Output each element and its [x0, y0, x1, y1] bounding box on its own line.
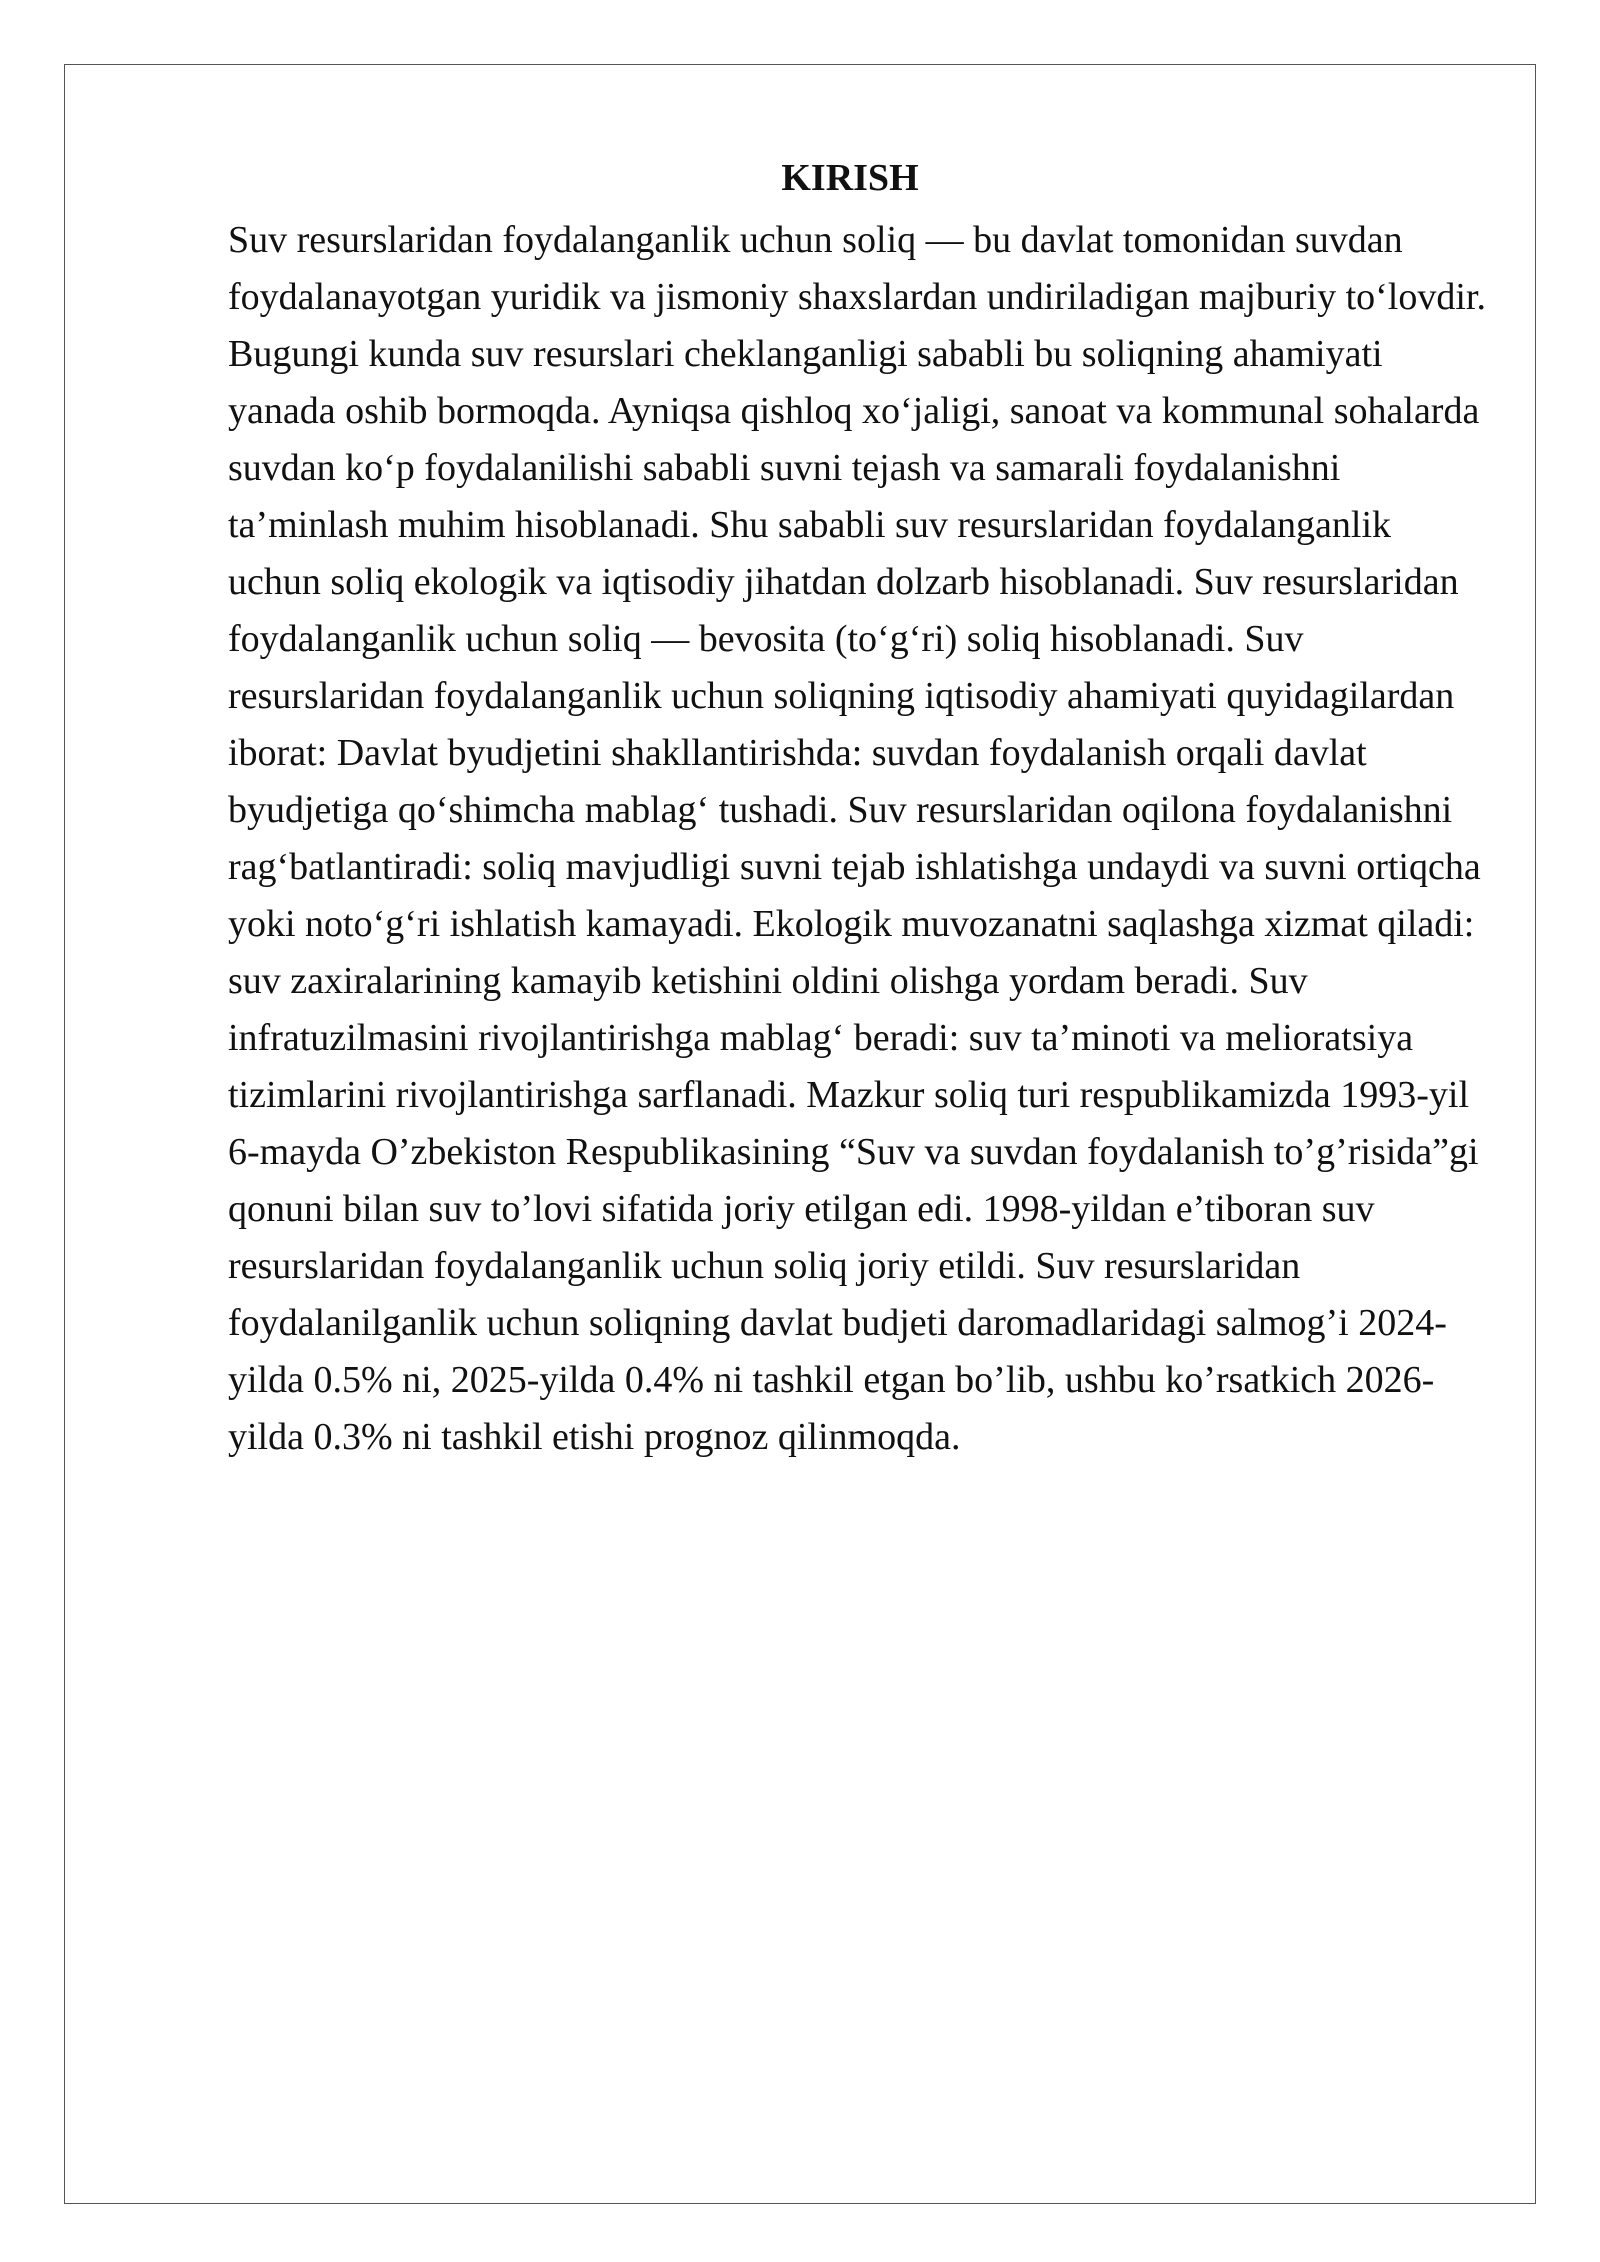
- body-paragraph: Suv resurslaridan foydalanganlik uchun soliq — bu davlat tomonidan suvdan foydalanayotgan yuridik va jismoniy shaxslardan undiriladigan majburiy to‘lovdir. Bugungi kunda suv resurslari cheklanganligi sababli bu soliqning ahamiyati yanada oshib bormoqda. Ayniqsa qishloq xo‘jaligi, sanoat va kommunal sohalarda suvdan ko‘p foydalanilishi sababli suvni tejash va samarali foydalanishni ta’minlash muhim hisoblanadi. Shu sababli suv resurslaridan foydalanganlik uchun soliq ekologik va iqtisodiy jihatdan dolzarb hisoblanadi. Suv resurslaridan foydalanganlik uchun soliq — bevosita (to‘g‘ri) soliq hisoblanadi. Suv resurslaridan foydalanganlik uchun soliqning iqtisodiy ahamiyati quyidagilardan iborat: Davlat byudjetini shakllantirishda: suvdan foydalanish orqali davlat byudjetiga qo‘shimcha mablag‘ tushadi. Suv resurslaridan oqilona foydalanishni rag‘batlantiradi: soliq mavjudligi suvni tejab ishlatishga undaydi va suvni ortiqcha yoki noto‘g‘ri ishlatish kamayadi. Ekologik muvozanatni saqlashga xizmat qiladi: suv zaxiralarining kamayib ketishini oldini olishga yordam beradi. Suv infratuzilmasini rivojlantirishga mablag‘ beradi: suv ta’minoti va melioratsiya tizimlarini rivojlantirishga sarflanadi. Mazkur soliq turi respublikamizda 1993-yil 6-mayda O’zbekiston Respublikasining “Suv va suvdan foydalanish to’g’risida”gi qonuni bilan suv to’lovi sifatida joriy etilgan edi. 1998-yildan e’tiboran suv resurslaridan foydalanganlik uchun soliq joriy etildi. Suv resurslaridan foydalanilganlik uchun soliqning davlat budjeti daromadlaridagi salmog’i 2024-yilda 0.5% ni, 2025-yilda 0.4% ni tashkil etgan bo’lib, ushbu ko’rsatkich 2026-yilda 0.3% ni tashkil etishi prognoz qilinmoqda.: [228, 219, 1486, 1458]
- section-heading: KIRISH: [781, 157, 919, 199]
- document-content: [228, 150, 1488, 1466]
